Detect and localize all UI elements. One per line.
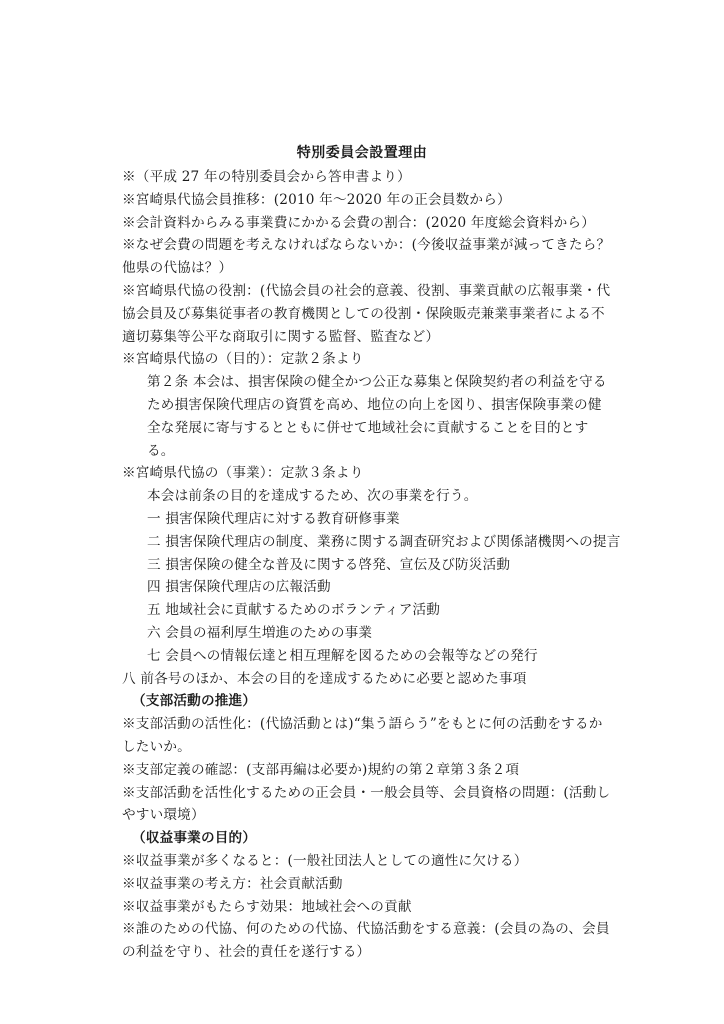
- note-line: ※収益事業がもたらす効果：地域社会への貢献: [122, 898, 412, 915]
- note-line: ※収益事業が多くなると：(一般社団法人としての適性に欠ける）: [122, 852, 528, 869]
- note-line: ※（平成 27 年の特別委員会から答申書より）: [122, 169, 411, 185]
- section-heading: （支部活動の推進）: [132, 693, 257, 710]
- list-item: 四 損害保険代理店の広報活動: [147, 579, 331, 596]
- note-line: ※宮崎県代協の（事業）：定款３条より: [122, 465, 364, 482]
- list-item: 三 損害保険の健全な普及に関する啓発、宣伝及び防災活動: [147, 556, 511, 573]
- note-line: ※支部活動の活性化：(代協活動とは)“集う語らう”をもとに何の活動をするかしたいか。: [122, 716, 603, 755]
- note-line: ※宮崎県代協会員推移：(2010 年～2020 年の正会員数から）: [122, 191, 511, 208]
- document-body: [122, 166, 621, 964]
- note-line: ※会計資料からみる事業費にかかる会費の割合：(2020 年度総会資料から）: [122, 214, 596, 231]
- note-line: ※支部活動を活性化するための正会員・一般会員等、会員資格の問題：(活動しやすい環境）: [122, 784, 611, 824]
- list-item: 一 損害保険代理店に対する教育研修事業: [147, 510, 400, 527]
- note-line: ※収益事業の考え方：社会貢献活動: [122, 875, 343, 892]
- list-item: 二 損害保険代理店の制度、業務に関する調査研究および関係諸機関への提言: [147, 533, 621, 550]
- list-item: 七 会員への情報伝達と相互理解を図るための会報等などの発行: [147, 647, 538, 664]
- note-line: ※誰のための代協、何のための代協、代協活動をする意義：(会員の為の、会員の利益を守り、社会的責任を遂行する）: [122, 921, 610, 961]
- note-line: ※宮崎県代協の（目的）：定款２条より: [122, 351, 364, 368]
- list-item: 五 地域社会に貢献するためのボランティア活動: [147, 602, 441, 619]
- note-line: ※宮崎県代協の役割：(代協会員の社会的意義、役割、事業貢献の広報事業・代協会員及び募集従事者の教育機関としての役割・保険販売兼業事業者による不適切募集等公平な商取引に関する監督、監査など）: [122, 282, 611, 345]
- document-title: 特別委員会設置理由: [296, 145, 428, 161]
- list-item: 六 会員の福利厚生増進のための事業: [147, 624, 373, 641]
- list-item: 八 前各号のほか、本会の目的を達成するために必要と認めた事項: [122, 670, 527, 687]
- section-heading: （収益事業の目的）: [132, 830, 257, 847]
- article-text: 本会は前条の目的を達成するため、次の事業を行う。: [147, 488, 478, 505]
- article-text: 第２条 本会は、損害保険の健全かつ公正な募集と保険契約者の利益を守るため損害保険代理店の資質を高め、地位の向上を図り、損害保険事業の健全な発展に寄与するとともに併せて地域社会に貢献することを目的とする。: [147, 374, 607, 459]
- note-line: ※支部定義の確認：(支部再編は必要か)規約の第２章第３条２項: [122, 761, 520, 778]
- note-line: ※なぜ会費の問題を考えなければならないか：(今後収益事業が減ってきたら？他県の代協は？）: [122, 237, 611, 277]
